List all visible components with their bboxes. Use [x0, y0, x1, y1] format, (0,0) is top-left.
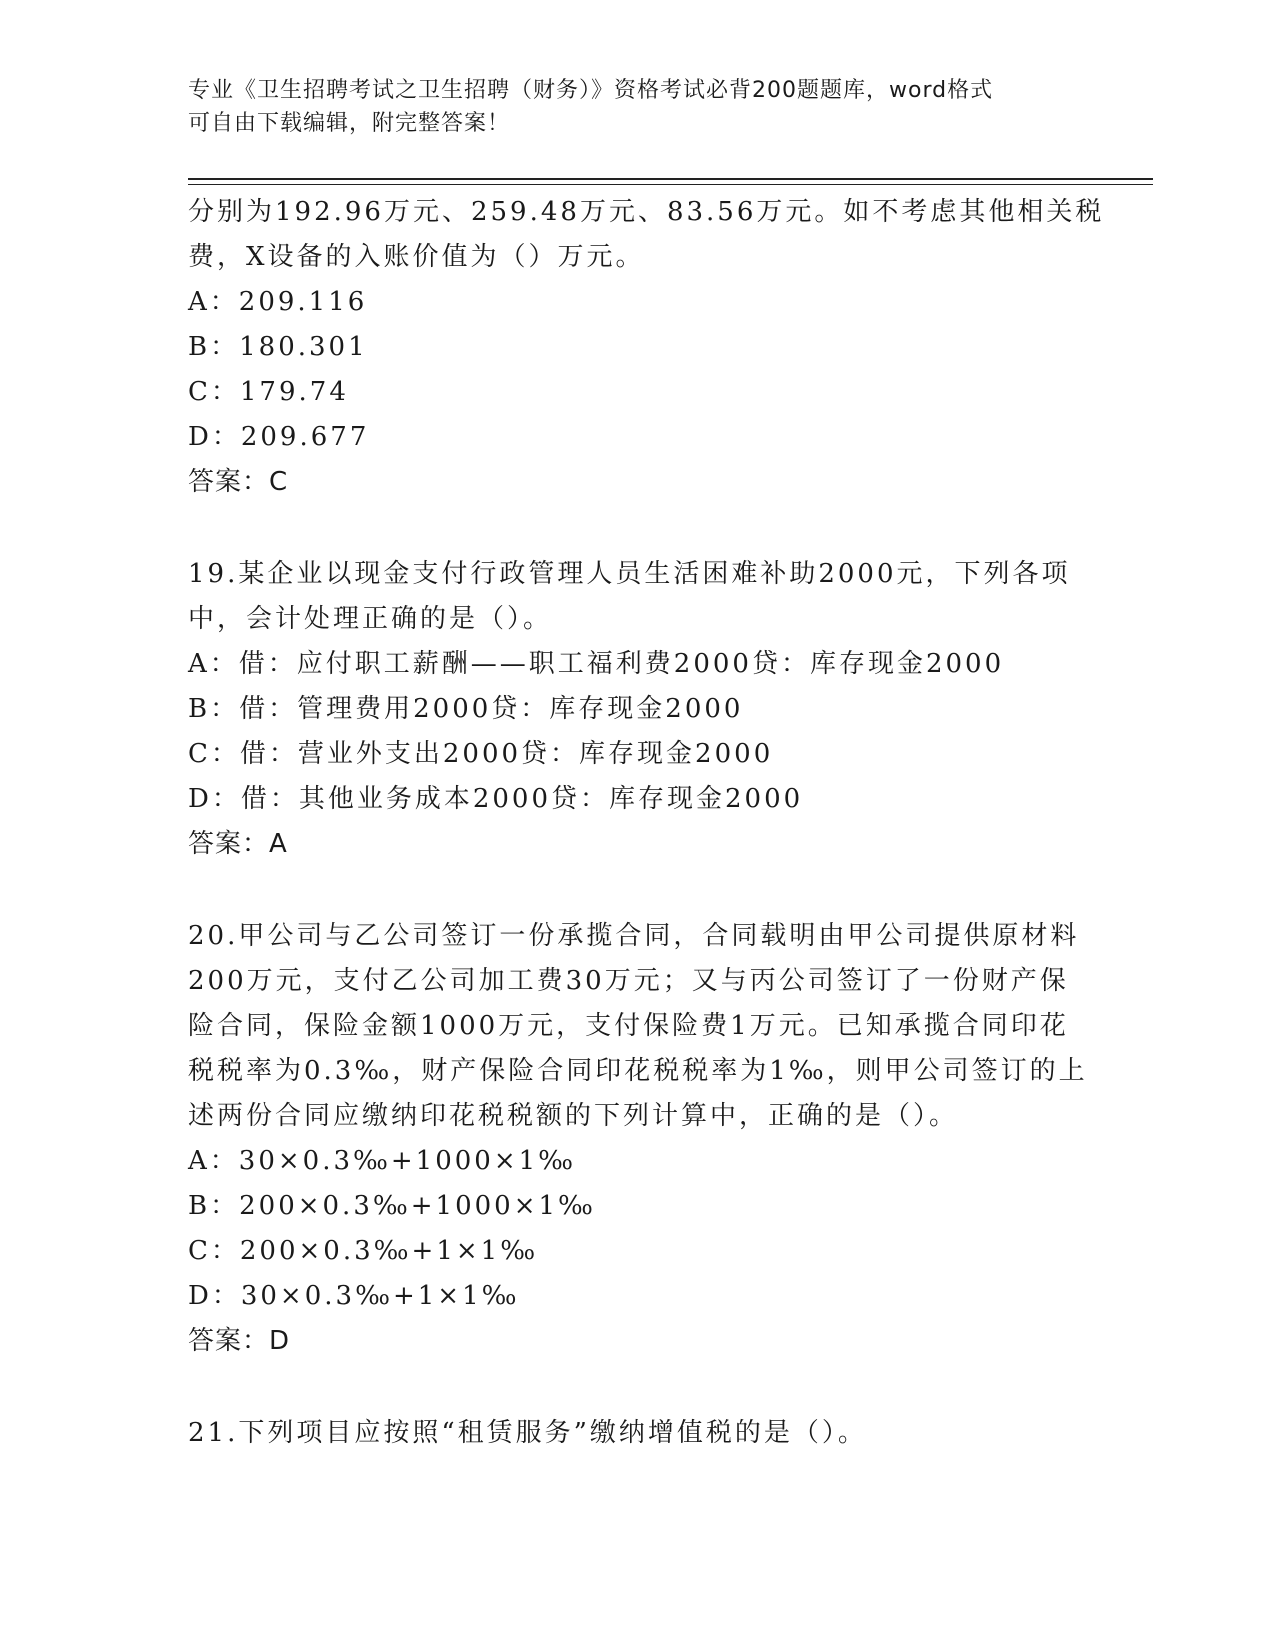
answer: 答案：C: [188, 467, 289, 497]
option-d: D：209.677: [188, 422, 370, 452]
option-a: A：209.116: [188, 287, 368, 317]
question-stem: 费，X设备的入账价值为（）万元。: [188, 242, 645, 272]
option-b: B：180.301: [188, 332, 368, 362]
option-c: C：借：营业外支出2000贷：库存现金2000: [188, 739, 774, 769]
header-divider-thick: [188, 178, 1153, 180]
question-20: [188, 914, 1088, 1364]
option-a: A：30×0.3‰+1000×1‰: [188, 1146, 577, 1176]
question-21: [188, 1411, 1088, 1456]
header-divider-thin: [188, 184, 1153, 185]
option-b: B：借：管理费用2000贷：库存现金2000: [188, 694, 744, 724]
question-19: [188, 552, 1088, 867]
question-stem: 中，会计处理正确的是（）。: [188, 604, 553, 634]
header-line-2: 可自由下载编辑，附完整答案！: [188, 111, 511, 136]
spacer: [188, 867, 1088, 914]
question-stem: 20.甲公司与乙公司签订一份承揽合同，合同载明由甲公司提供原材料: [188, 921, 1080, 951]
question-stem: 险合同，保险金额1000万元，支付保险费1万元。已知承揽合同印花: [188, 1011, 1069, 1041]
option-c: C：179.74: [188, 377, 349, 407]
option-a: A：借：应付职工薪酬——职工福利费2000贷：库存现金2000: [188, 649, 1005, 679]
option-c: C：200×0.3‰+1×1‰: [188, 1236, 539, 1266]
question-18: [188, 190, 1105, 505]
question-stem: 税税率为0.3‰，财产保险合同印花税税率为1‰，则甲公司签订的上: [188, 1056, 1088, 1086]
answer: 答案：A: [188, 829, 288, 859]
spacer: [188, 1364, 1088, 1411]
spacer: [188, 505, 1088, 552]
question-stem: 分别为192.96万元、259.48万元、83.56万元。如不考虑其他相关税: [188, 197, 1105, 227]
document-body: [188, 190, 1105, 1456]
option-d: D：30×0.3‰+1×1‰: [188, 1281, 520, 1311]
answer: 答案：D: [188, 1326, 291, 1356]
option-b: B：200×0.3‰+1000×1‰: [188, 1191, 596, 1221]
question-stem: 19.某企业以现金支付行政管理人员生活困难补助2000元，下列各项: [188, 559, 1071, 589]
question-stem: 21.下列项目应按照“租赁服务”缴纳增值税的是（）。: [188, 1418, 867, 1448]
header-line-1: 专业《卫生招聘考试之卫生招聘（财务）》资格考试必背200题题库，word格式: [188, 78, 994, 103]
option-d: D：借：其他业务成本2000贷：库存现金2000: [188, 784, 804, 814]
question-stem: 200万元，支付乙公司加工费30万元；又与丙公司签订了一份财产保: [188, 966, 1069, 996]
document-header: [188, 74, 1088, 140]
question-stem: 述两份合同应缴纳印花税税额的下列计算中，正确的是（）。: [188, 1101, 959, 1131]
